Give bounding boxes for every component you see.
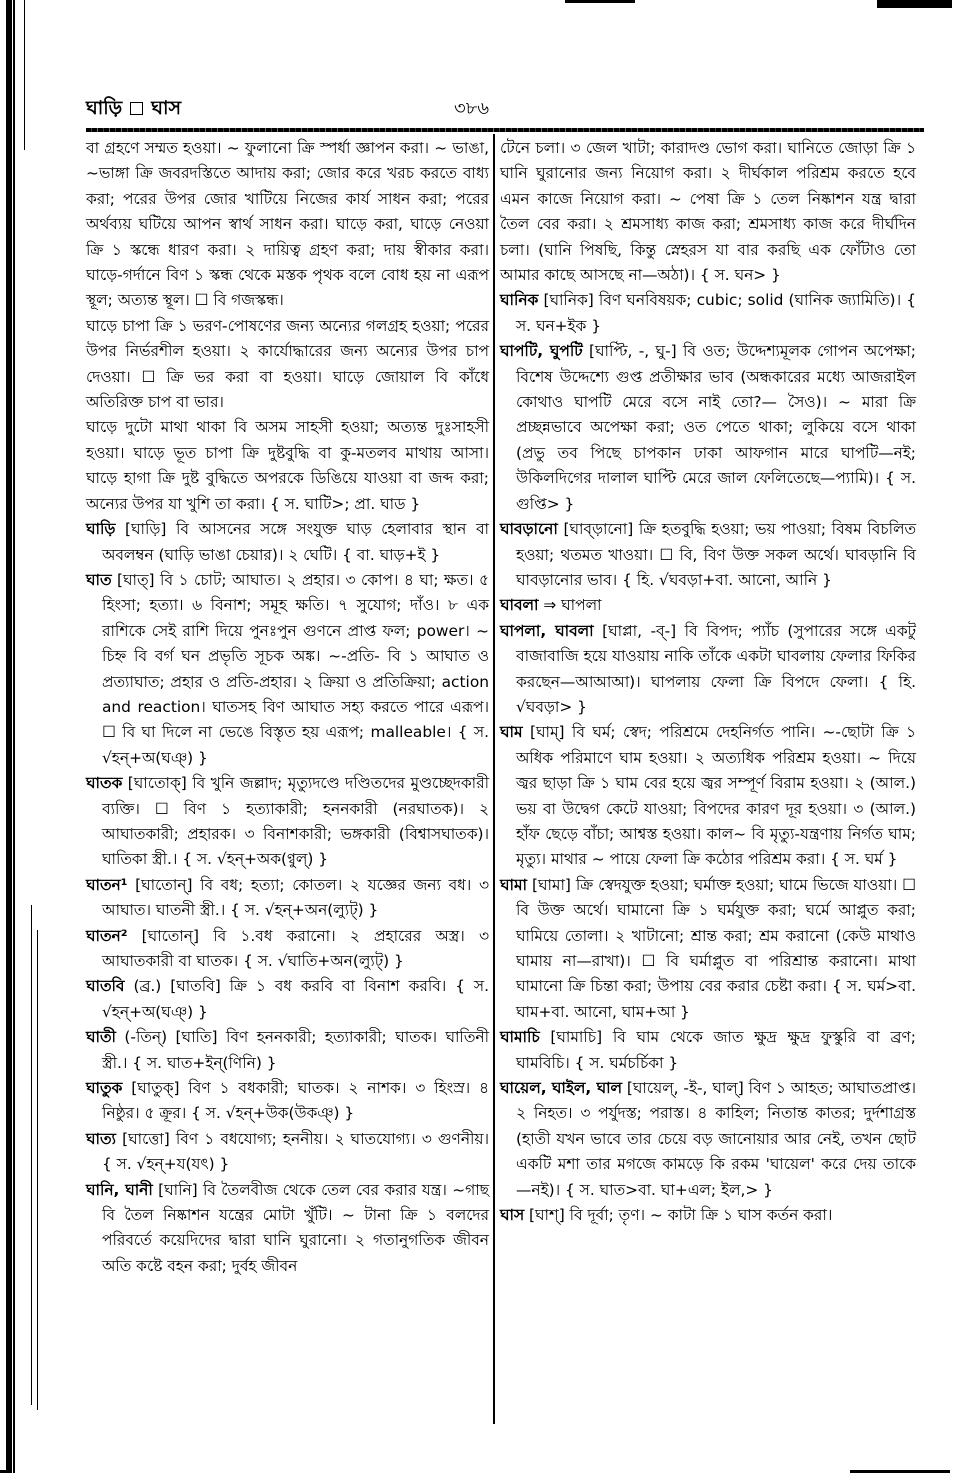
dictionary-entry [500, 873, 916, 1025]
entry-headword: ঘানিক [500, 291, 539, 310]
right-column [500, 136, 916, 1228]
entry-definition: [ঘাপ্টি, -, ঘু-] বি ওত; উদ্দেশ্যমূলক গোপন অপেক্ষা; বিশেষ উদ্দেশ্যে গুপ্ত প্রতীক্ষার ভাব (অন্ধকারের মধ্যে আজরাইল কোথাও ঘাপটি মেরে বসে নাই তো?— সৈও)। ~ মারা ক্রি প্রচ্ছন্নভাবে অপেক্ষা করা; ওত পেতে থাকা; লুকিয়ে বসে থাকা (প্রভু তব পিছে চাপকান ঢাকা আফগান মারে ঘাপটি—নই; উকিলদিগের দালাল ঘাপ্টি মেরে জাল ফেলিতেছে—প্যামি)। { স. গুপ্তি> } [516, 342, 916, 513]
entry-definition: (-তিন্) [ঘাতি] বিণ হননকারী; হত্যাকারী; ঘাতক। ঘাতিনী স্ত্রী.। { স. ঘাত+ইন্(ণিনি) } [102, 1028, 489, 1072]
scan-margin-line [31, 905, 32, 1405]
guide-words [86, 94, 181, 126]
scan-margin-line [37, 930, 38, 1410]
entry-definition: [ঘাতোন্] বি ১.বধ করানো। ২ প্রহারের অস্ত্র। ৩ আঘাতকারী বা ঘাতক। { স. √ঘাতি+অন(ল্যুট্) } [102, 926, 489, 970]
dictionary-entry [500, 619, 916, 721]
dictionary-entry [86, 924, 489, 975]
entry-definition: (ব্র.) [ঘাতবি] ক্রি ১ বধ করবি বা বিনাশ করবি। { স. √হন্+অ(ঘঞ্) } [102, 977, 489, 1021]
entry-definition: [ঘামা] ক্রি স্বেদযুক্ত হওয়া; ঘর্মাক্ত হওয়া; ঘামে ভিজে যাওয়া। ☐ বি উক্ত অর্থে। ঘামানো ক্রি ১ ঘর্মযুক্ত করা; ঘর্মে আপ্লুত করা; ঘামিয়ে তোলা। ২ খাটানো; শ্রান্ত করা; শ্রম করানো (কেউ মাথাও ঘামায় না—রাখা)। ☐ বি ঘর্মাপ্লুত বা পরিশ্রান্ত করানো। মাথা ঘামানো ক্রি চিন্তা করা; উপায় বের করার চেষ্টা করা। { স. ঘর্ম>বা. ঘাম+বা. আনো, ঘাম+আ } [516, 875, 916, 1021]
dictionary-entry [500, 593, 916, 618]
guide-word-last: ঘাস [151, 97, 182, 119]
dictionary-entry [86, 873, 489, 924]
guide-word-first: ঘাড়ি [86, 97, 123, 119]
entry-headword: ঘাপটি, ঘুপটি [500, 342, 583, 361]
page-number: ৩৮৬ [454, 98, 490, 119]
guide-separator-box-icon [130, 102, 143, 115]
dictionary-entry [500, 1203, 916, 1228]
entry-headword: ঘাপলা, ঘাবলা [500, 621, 594, 640]
dictionary-entry [86, 1178, 489, 1280]
dictionary-entry [86, 1025, 489, 1076]
dictionary-entry [86, 771, 489, 873]
entry-definition: [ঘাতোন্] বি বধ; হত্যা; কোতল। ২ যজ্ঞের জন্য বধ। ৩ আঘাত। ঘাতনী স্ত্রী.। { স. √হন্+অন(ল্যুট্) } [102, 875, 489, 920]
left-column [86, 136, 489, 1279]
entry-headword: ঘাতন² [86, 926, 128, 945]
entry-continuation [86, 415, 489, 517]
entry-continuation [86, 314, 489, 416]
entry-headword: ঘাম [500, 723, 523, 742]
column-divider [493, 134, 495, 1424]
entry-definition: [ঘাতোক্] বি খুনি জল্লাদ; মৃত্যুদণ্ডে দণ্ডিতদের মুণ্ডচ্ছেদকারী ব্যক্তি। ☐ বিণ ১ হত্যাকারী; হননকারী (নরঘাতক)। ২ আঘাতকারী; প্রহারক। ৩ বিনাশকারী; ভঙ্গকারী (বিশ্বাসঘাতক)। ঘাতিকা স্ত্রী.। { স. √হন্+অক(ণ্বুল্) } [102, 774, 489, 869]
entry-headword: ঘাতী [86, 1028, 116, 1047]
entry-definition: [ঘাতুক্] বিণ ১ বধকারী; ঘাতক। ২ নাশক। ৩ হিংস্র। ৪ নিষ্ঠুর। ৫ ক্রূর। { স. √হন্+উক(উকঞ্) } [102, 1079, 489, 1123]
entry-headword: ঘামা [500, 875, 527, 894]
entry-definition: [ঘাব্ড়ানো] ক্রি হতবুদ্ধি হওয়া; ভয় পাওয়া; বিষম বিচলিত হওয়া; থতমত খাওয়া। ☐ বি, বিণ উক্ত সকল অর্থে। ঘাবড়ানি বি ঘাবড়ানোর ভাব। { হি. √ঘবড়া+বা. আনো, আনি } [516, 520, 916, 589]
entry-headword: ঘাস [500, 1206, 525, 1225]
entry-headword: ঘাবড়ানো [500, 520, 558, 539]
entry-headword: ঘাড়ি [86, 520, 116, 539]
entry-definition: ⇒ ঘাপলা [543, 596, 602, 615]
scan-margin-line [24, 0, 25, 150]
entry-definition: [ঘাত্] বি ১ চোট; আঘাত। ২ প্রহার। ৩ কোপ। ৪ ঘা; ক্ষত। ৫ হিংসা; হত্যা। ৬ বিনাশ; সমূহ ক্ষতি। ৭ সুযোগ; দাঁও। ৮ এক রাশিকে সেই রাশি দিয়ে পুনঃপুন গুণনে প্রাপ্ত ফল; power। ~ চিহ্ন বি বর্গ ঘন প্রভৃতি সূচক অঙ্ক। ~-প্রতি- বি ১ আঘাত ও প্রত্যাঘাত; প্রহার ও প্রতি-প্রহার। ২ ক্রিয়া ও প্রতিক্রিয়া; action and reaction। ঘাতসহ বিণ আঘাত সহ্য করতে পারে এরূপ। ☐ বি ঘা দিলে না ভেঙে বিস্তৃত হয় এরূপ; malleable। { স. √হন্+অ(ঘঞ্) } [102, 570, 489, 767]
dictionary-entry [86, 568, 489, 771]
entry-headword: ঘাতন¹ [86, 875, 128, 894]
entry-definition: [ঘানিক] বিণ ঘনবিষয়ক; cubic; solid (ঘানিক জ্যামিতি)। { স. ঘন+ইক } [516, 291, 916, 335]
entry-headword: ঘাবলা [500, 596, 539, 615]
entry-definition: ঘাড়ে দুটো মাথা থাকা বি অসম সাহসী হওয়া; অত্যন্ত দুঃসাহসী হওয়া। ঘাড়ে ভূত চাপা ক্রি দুষ্টবুদ্ধি বা কু-মতলব মাথায় আসা। ঘাড়ে হাগা ক্রি দুষ্ট বুদ্ধিতে অপরকে ডিঙিয়ে যাওয়া বা জব্দ করা; অন্যের উপর যা খুশি তা করা। { স. ঘাটি>; প্রা. ঘাড } [86, 418, 489, 513]
entry-definition: [ঘাম্] বি ঘর্ম; স্বেদ; পরিশ্রমে দেহনির্গত পানি। ~-ছোটা ক্রি ১ অধিক পরিমাণে ঘাম হওয়া। ২ অত্যধিক পরিশ্রম হওয়া। ~ দিয়ে জ্বর ছাড়া ক্রি ১ ঘাম বের হয়ে জ্বর সম্পূর্ণ বিরাম হওয়া। ২ (আল.) ভয় বা উদ্বেগ কেটে যাওয়া; বিপদের কারণ দূর হওয়া। ৩ (আল.) হাঁফ ছেড়ে বাঁচা; আশ্বস্ত হওয়া। কাল~ বি মৃত্যু-যন্ত্রণায় নির্গত ঘাম; মৃত্যু। মাথার ~ পায়ে ফেলা ক্রি কঠোর পরিশ্রম করা। { স. ঘর্ম } [516, 723, 916, 869]
dictionary-entry [500, 339, 916, 517]
entry-definition: [ঘাত্তো] বিণ ১ বধযোগ্য; হননীয়। ২ ঘাতযোগ্য। ৩ গুণনীয়। { স. √হন্+য(যৎ) } [102, 1129, 489, 1174]
dictionary-entry [500, 288, 916, 339]
scan-top-right-mark [877, 0, 952, 8]
entry-definition: [ঘাপ্লা, -ব্-] বি বিপদ; প্যাঁচ (সুপারের সঙ্গে একটু বাজাবাজি হয়ে যাওয়ায় নাকি তাঁকে একটা ঘাবলায় ফেলার ফিকির করছেন—আআআ)। ঘাপলায় ফেলা ক্রি বিপদে ফেলা। { হি. √ঘবড়া> } [516, 621, 916, 716]
dictionary-entry [500, 720, 916, 872]
entry-headword: ঘাত্য [86, 1129, 116, 1148]
entry-definition: [ঘানি] বি তৈলবীজ থেকে তেল বের করার যন্ত্র। ~গাছ বি তৈল নিষ্কাশন যন্ত্রের মোটা খুঁটি। ~ টানা ক্রি ১ বলদের পরিবর্তে কয়েদিদের দ্বারা ঘানি ঘুরানো। ২ গতানুগতিক জীবন অতি কষ্টে বহন করা; দুর্বহ জীবন [102, 1180, 489, 1275]
entry-headword: ঘাতুক [86, 1079, 123, 1098]
entry-definition: [ঘাড়ি] বি আসনের সঙ্গে সংযুক্ত ঘাড় হেলাবার স্থান বা অবলম্বন (ঘাড়ি ভাঙা চেয়ার)। ২ ঘেটি। { বা. ঘাড়+ই } [102, 520, 489, 564]
header-rule [86, 128, 924, 132]
entry-headword: ঘায়েল, ঘাইল, ঘাল [500, 1079, 623, 1098]
entry-headword: ঘাতক [86, 774, 123, 793]
page-header [86, 94, 924, 124]
scan-edge-left [6, 0, 12, 1473]
entry-definition: [ঘাশ্] বি দূর্বা; তৃণ। ~ কাটা ক্রি ১ ঘাস কর্তন করা। [529, 1206, 833, 1225]
scan-edge-left-inner [13, 0, 15, 1473]
entry-continuation [86, 136, 489, 314]
entry-definition: ঘাড়ে চাপা ক্রি ১ ভরণ-পোষণের জন্য অন্যের গলগ্রহ হওয়া; পরের উপর নির্ভরশীল হওয়া। ২ কার্যোদ্ধারের জন্য অন্যের উপর চাপ দেওয়া। ☐ ক্রি ভর করা বা হওয়া। ঘাড়ে জোয়াল বি কাঁধে অতিরিক্ত চাপ বা ভার। [86, 316, 489, 412]
dictionary-entry [86, 517, 489, 568]
entry-continuation [500, 136, 916, 288]
dictionary-entry [500, 517, 916, 593]
entry-definition: বা গ্রহণে সম্মত হওয়া। ~ ফুলানো ক্রি স্পর্ধা জ্ঞাপন করা। ~ ভাঙা, ~ভাঙ্গা ক্রি জবরদস্তিতে আদায় করা; জোর করে খরচ করতে বাধ্য করা; পরের উপর জোর খাটিয়ে নিজের কার্য সাধন করা; পরের অর্থব্যয় ঘটিয়ে আপন স্বার্থ সাধন করা। ঘাড়ে করা, ঘাড়ে নেওয়া ক্রি ১ স্কন্ধে ধারণ করা। ২ দায়িত্ব গ্রহণ করা; দায় স্বীকার করা। ঘাড়ে-গর্দানে বিণ ১ স্কন্ধ থেকে মস্তক পৃথক বলে বোধ হয় না এরূপ স্থূল; অত্যন্ত স্থূল। ☐ বি গজস্কন্ধ। [86, 139, 489, 310]
dictionary-entry [500, 1025, 916, 1076]
entry-headword: ঘাত [86, 570, 112, 589]
entry-headword: ঘামাচি [500, 1028, 540, 1047]
entry-definition: [ঘায়েল্, -ই-, ঘাল্] বিণ ১ আহত; আঘাতপ্রাপ্ত। ২ নিহত। ৩ পর্যুদস্ত; পরাস্ত। ৪ কাহিল; নিতান্ত কাতর; দুর্দশাগ্রস্ত (হাতী যখন ভাবে তার চেয়ে বড় জানোয়ার আর নেই, তখন ছোট একটি মশা তার মগজে কামড়ে কি রকম 'ঘায়েল' করে দেয় তাকে —নই)। { স. ঘাত>বা. ঘা+এল; ইল,> } [516, 1079, 916, 1199]
entry-definition: টেনে চলা। ৩ জেল খাটা; কারাদণ্ড ভোগ করা। ঘানিতে জোড়া ক্রি ১ ঘানি ঘুরানোর জন্য নিয়োগ করা। ২ দীর্ঘকাল পরিশ্রম করতে হবে এমন কাজে নিয়োগ করা। ~ পেষা ক্রি ১ তেল নিষ্কাশন যন্ত্র দ্বারা তৈল বের করা। ২ শ্রমসাধ্য কাজ করা; শ্রমসাধ্য কাজ করে দীর্ঘদিন চলা। (ঘানি পিষছি, কিন্তু স্নেহরস যা বার করছি এক ফোঁটাও তো আমার কাছে আসছে না—অঠা)। { স. ঘন> } [500, 139, 916, 285]
dictionary-entry [86, 1127, 489, 1178]
dictionary-entry [86, 974, 489, 1025]
entry-headword: ঘানি, ঘানী [86, 1180, 153, 1199]
scan-top-mark [565, 0, 635, 3]
dictionary-entry [500, 1076, 916, 1203]
dictionary-entry [86, 1076, 489, 1127]
entry-definition: [ঘামাচি] বি ঘাম থেকে জাত ক্ষুদ্র ক্ষুদ্র ফুস্কুরি বা ব্রণ; ঘামবিচি। { স. ঘর্মচর্চিকা } [516, 1028, 916, 1072]
entry-headword: ঘাতবি [86, 977, 125, 996]
